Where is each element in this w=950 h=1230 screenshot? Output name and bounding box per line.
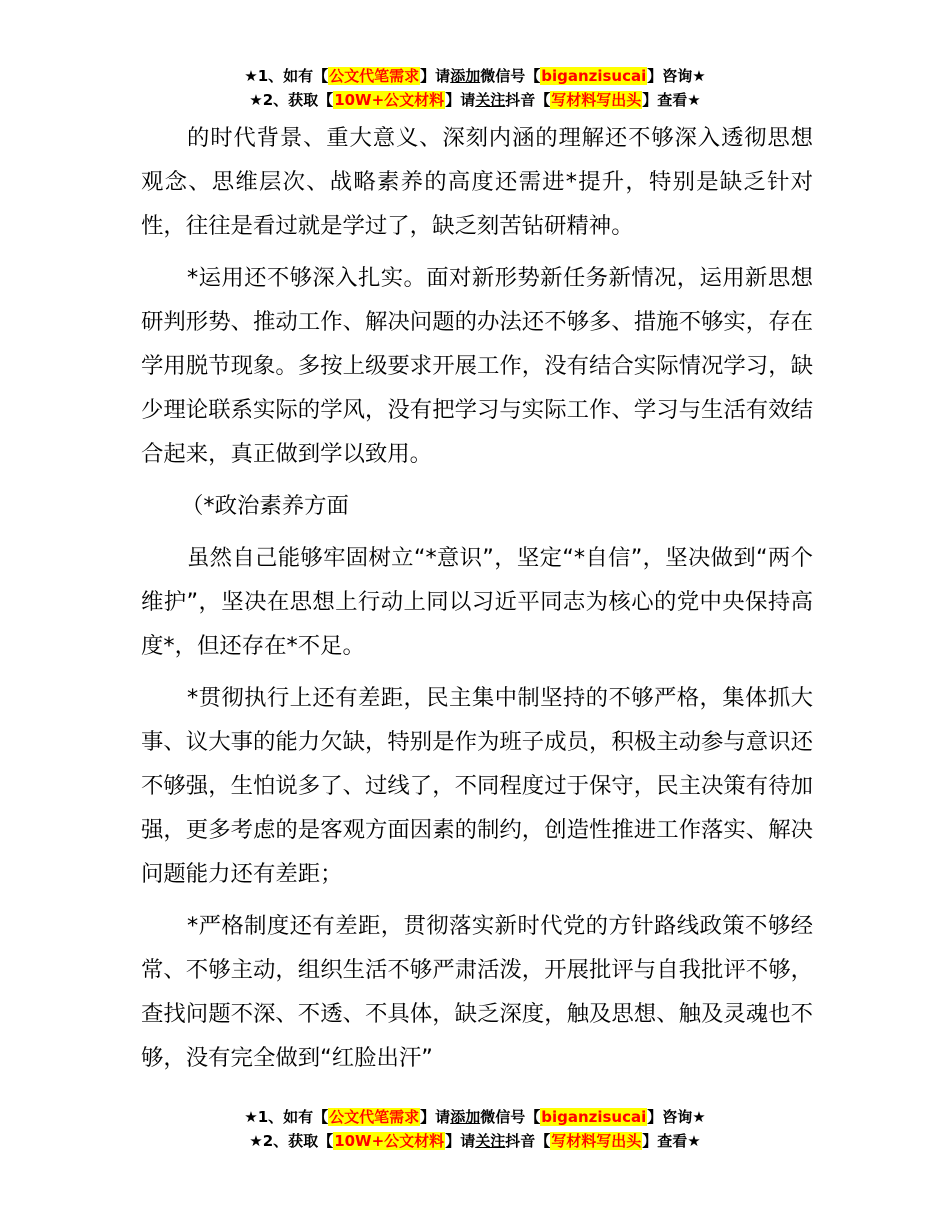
footer-line-2 bbox=[0, 1129, 950, 1153]
footer-line-2-mid-2: 抖音【 bbox=[505, 1132, 551, 1150]
body-paragraph: 的时代背景、重大意义、深刻内涵的理解还不够深入透彻思想观念、思维层次、战略素养的高度还需进*提升，特别是缺乏针对性，往往是看过就是学过了，缺乏刻苦钻研精神。 bbox=[141, 125, 813, 239]
footer-line-2-underline: 关注 bbox=[475, 1132, 506, 1150]
section-heading: （*政治素养方面 bbox=[181, 493, 349, 519]
header-line-1 bbox=[0, 64, 950, 88]
header-line-2-highlight-1: 10W+公文材料 bbox=[334, 91, 445, 109]
header-line-2 bbox=[0, 88, 950, 112]
body-paragraph: *严格制度还有差距，贯彻落实新时代党的方针路线政策不够经常、不够主动，组织生活不够严肃活泼，开展批评与自我批评不够，查找问题不深、不透、不具体，缺乏深度，触及思想、触及灵魂也不够，没有完全做到“红脸出汗” bbox=[141, 913, 813, 1071]
header-line-1-highlight-1: 公文代笔需求 bbox=[329, 67, 420, 85]
footer-line-2-pre: ★2、获取【 bbox=[249, 1132, 334, 1150]
header-banner bbox=[0, 64, 950, 112]
footer-line-1 bbox=[0, 1105, 950, 1129]
header-line-2-pre: ★2、获取【 bbox=[249, 91, 334, 109]
footer-line-2-highlight-2: 写材料写出头 bbox=[551, 1132, 642, 1150]
header-line-2-highlight-2: 写材料写出头 bbox=[551, 91, 642, 109]
footer-line-1-mid-2: 微信号【 bbox=[480, 1108, 541, 1126]
footer-line-1-mid-1: 】请 bbox=[420, 1108, 451, 1126]
body-paragraph: *贯彻执行上还有差距，民主集中制坚持的不够严格，集体抓大事、议大事的能力欠缺，特别是作为班子成员，积极主动参与意识还不够强，生怕说多了、过线了，不同程度过于保守，民主决策有待加强，更多考虑的是客观方面因素的制约，创造性推进工作落实、解决问题能力还有差距； bbox=[141, 685, 813, 887]
document-body bbox=[141, 116, 813, 1088]
header-line-1-underline: 添加 bbox=[450, 67, 481, 85]
footer-line-1-underline: 添加 bbox=[450, 1108, 481, 1126]
header-line-1-pre: ★1、如有【 bbox=[244, 67, 329, 85]
header-line-1-post: 】咨询★ bbox=[647, 67, 706, 85]
footer-line-1-highlight-2: biganzisucai bbox=[541, 1108, 647, 1126]
footer-line-1-highlight-1: 公文代笔需求 bbox=[329, 1108, 420, 1126]
footer-banner bbox=[0, 1105, 950, 1153]
header-line-2-mid-1: 】请 bbox=[445, 91, 476, 109]
footer-line-1-pre: ★1、如有【 bbox=[244, 1108, 329, 1126]
body-paragraph: 虽然自己能够牢固树立“*意识”，坚定“*自信”，坚决做到“两个维护”，坚决在思想上行动上同以习近平同志为核心的党中央保持高度*，但还存在*不足。 bbox=[141, 545, 813, 659]
header-line-2-mid-2: 抖音【 bbox=[505, 91, 551, 109]
footer-line-2-post: 】查看★ bbox=[642, 1132, 701, 1150]
footer-line-1-post: 】咨询★ bbox=[647, 1108, 706, 1126]
header-line-1-highlight-2: biganzisucai bbox=[541, 67, 647, 85]
footer-line-2-highlight-1: 10W+公文材料 bbox=[334, 1132, 445, 1150]
header-line-1-mid-2: 微信号【 bbox=[480, 67, 541, 85]
body-paragraph: *运用还不够深入扎实。面对新形势新任务新情况，运用新思想研判形势、推动工作、解决问题的办法还不够多、措施不够实，存在学用脱节现象。多按上级要求开展工作，没有结合实际情况学习，缺少理论联系实际的学风，没有把学习与实际工作、学习与生活有效结合起来，真正做到学以致用。 bbox=[141, 265, 813, 467]
footer-line-2-mid-1: 】请 bbox=[445, 1132, 476, 1150]
header-line-2-post: 】查看★ bbox=[642, 91, 701, 109]
header-line-1-mid-1: 】请 bbox=[420, 67, 451, 85]
header-line-2-underline: 关注 bbox=[475, 91, 506, 109]
